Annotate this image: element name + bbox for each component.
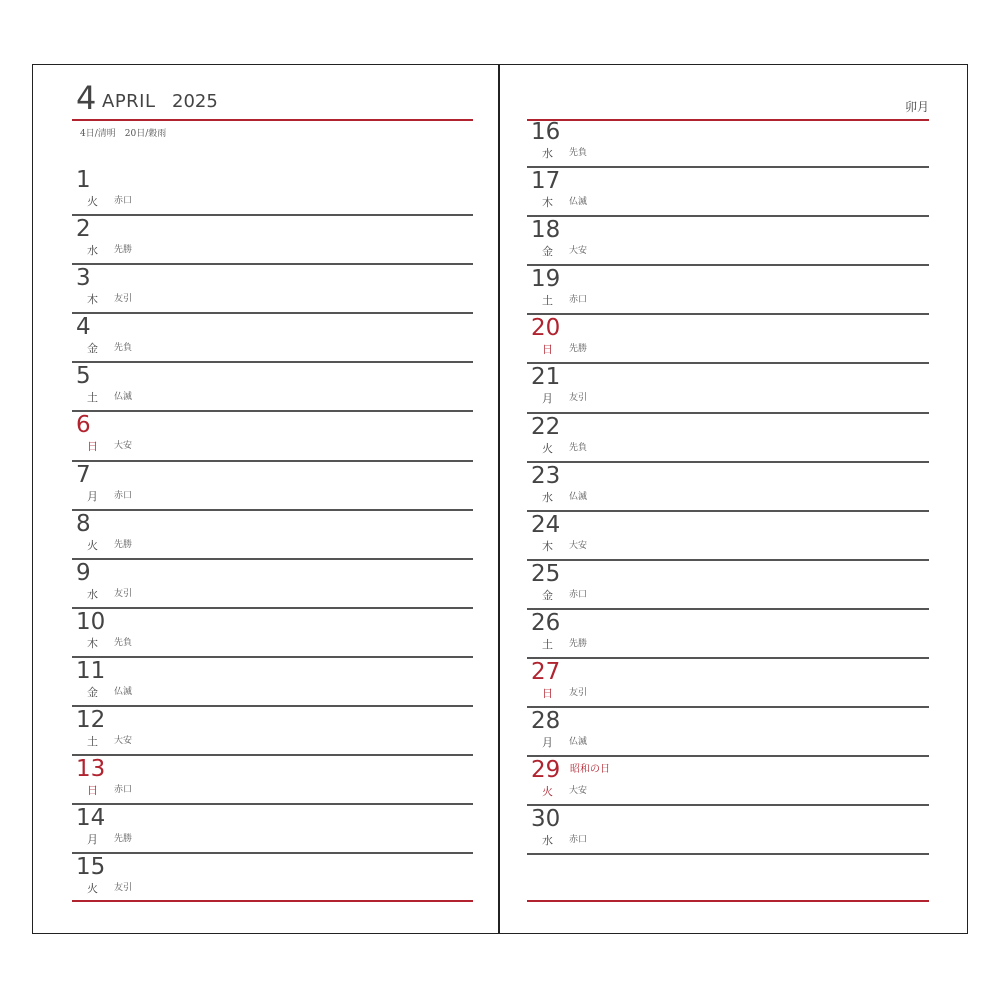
weekday: 月 bbox=[542, 392, 553, 406]
month-number: 4 bbox=[76, 79, 97, 117]
day-number: 27 bbox=[531, 659, 561, 686]
day-number: 13 bbox=[76, 756, 106, 783]
rokuyo: 友引 bbox=[114, 294, 133, 305]
rokuyo: 仏滅 bbox=[569, 737, 588, 748]
day-row[interactable] bbox=[72, 363, 473, 412]
weekday: 水 bbox=[542, 147, 553, 160]
day-list-left bbox=[72, 167, 473, 901]
rokuyo: 赤口 bbox=[114, 196, 133, 206]
day-row[interactable] bbox=[72, 216, 473, 265]
weekday: 水 bbox=[542, 490, 553, 504]
month-header bbox=[72, 64, 473, 121]
rokuyo: 先勝 bbox=[114, 834, 133, 845]
day-row[interactable] bbox=[527, 168, 929, 217]
day-row[interactable] bbox=[72, 805, 473, 854]
day-row[interactable] bbox=[527, 414, 929, 463]
day-number: 18 bbox=[531, 217, 561, 244]
day-number: 4 bbox=[76, 314, 91, 341]
weekday: 火 bbox=[542, 785, 553, 799]
day-number: 16 bbox=[531, 119, 561, 145]
weekday: 日 bbox=[87, 440, 98, 454]
weekday: 火 bbox=[87, 195, 98, 208]
day-number: 17 bbox=[531, 168, 561, 195]
rokuyo: 友引 bbox=[569, 688, 588, 699]
bottom-rule bbox=[527, 900, 929, 902]
weekday: 月 bbox=[87, 833, 98, 847]
day-row[interactable] bbox=[527, 119, 929, 168]
rokuyo: 先負 bbox=[114, 637, 133, 648]
weekday: 月 bbox=[542, 736, 553, 750]
rokuyo: 大安 bbox=[569, 786, 588, 797]
day-row[interactable] bbox=[72, 412, 473, 461]
rokuyo: 大安 bbox=[569, 540, 588, 551]
weekday: 月 bbox=[87, 489, 98, 503]
right-page bbox=[527, 64, 929, 934]
rokuyo: 友引 bbox=[114, 883, 133, 894]
day-list-right bbox=[527, 119, 929, 855]
day-number: 11 bbox=[76, 657, 106, 684]
day-row[interactable] bbox=[72, 609, 473, 658]
rokuyo: 赤口 bbox=[114, 490, 133, 501]
day-number: 15 bbox=[76, 854, 106, 881]
weekday: 土 bbox=[542, 294, 553, 308]
day-row[interactable] bbox=[72, 462, 473, 511]
rokuyo: 先負 bbox=[569, 148, 588, 158]
rokuyo: 赤口 bbox=[114, 785, 133, 796]
weekday: 火 bbox=[87, 882, 98, 896]
day-row[interactable] bbox=[527, 315, 929, 364]
rokuyo: 仏滅 bbox=[569, 491, 588, 502]
month-name: APRIL bbox=[102, 91, 156, 112]
day-number: 9 bbox=[76, 559, 91, 586]
day-row[interactable] bbox=[72, 756, 473, 805]
day-row[interactable] bbox=[72, 314, 473, 363]
day-number: 30 bbox=[531, 806, 561, 833]
day-row[interactable] bbox=[72, 167, 473, 216]
rokuyo: 大安 bbox=[114, 736, 133, 747]
rokuyo: 赤口 bbox=[569, 589, 588, 600]
day-number: 3 bbox=[76, 265, 91, 292]
center-gutter bbox=[498, 64, 500, 934]
rokuyo: 先勝 bbox=[569, 344, 588, 355]
weekday: 火 bbox=[87, 538, 98, 552]
day-number: 21 bbox=[531, 364, 561, 391]
day-row[interactable] bbox=[527, 217, 929, 266]
weekday: 金 bbox=[87, 685, 98, 699]
weekday: 土 bbox=[87, 391, 98, 405]
day-row[interactable] bbox=[72, 265, 473, 314]
day-number: 10 bbox=[76, 608, 106, 635]
day-number: 20 bbox=[531, 315, 561, 342]
right-header bbox=[527, 64, 929, 121]
weekday: 水 bbox=[87, 587, 98, 601]
year: 2025 bbox=[172, 91, 218, 112]
day-number: 22 bbox=[531, 413, 561, 440]
weekday: 木 bbox=[542, 196, 553, 210]
day-number: 1 bbox=[76, 167, 91, 193]
traditional-month-name: 卯月 bbox=[904, 100, 929, 114]
day-row[interactable] bbox=[527, 364, 929, 413]
rokuyo: 先勝 bbox=[569, 638, 588, 649]
rokuyo: 仏滅 bbox=[569, 197, 588, 208]
day-row[interactable] bbox=[72, 560, 473, 609]
day-row[interactable] bbox=[72, 511, 473, 560]
weekday: 金 bbox=[542, 588, 553, 602]
rokuyo: 先勝 bbox=[114, 245, 133, 256]
weekday: 土 bbox=[542, 637, 553, 651]
day-row[interactable] bbox=[72, 658, 473, 707]
day-row[interactable] bbox=[527, 610, 929, 659]
weekday: 水 bbox=[87, 244, 98, 258]
left-page bbox=[72, 64, 473, 934]
weekday: 木 bbox=[87, 293, 98, 307]
weekday: 日 bbox=[542, 687, 553, 701]
rokuyo: 先勝 bbox=[114, 539, 133, 550]
day-number: 23 bbox=[531, 462, 561, 489]
rokuyo: 大安 bbox=[569, 246, 588, 257]
day-number: 14 bbox=[76, 805, 106, 832]
day-number: 5 bbox=[76, 363, 91, 390]
day-number: 8 bbox=[76, 510, 91, 537]
day-number: 2 bbox=[76, 216, 91, 243]
rokuyo: 友引 bbox=[114, 588, 133, 599]
day-row[interactable] bbox=[72, 854, 473, 901]
rokuyo: 大安 bbox=[114, 441, 133, 452]
weekday: 火 bbox=[542, 441, 553, 455]
day-row[interactable] bbox=[527, 708, 929, 757]
day-number: 6 bbox=[76, 412, 91, 439]
day-row[interactable] bbox=[527, 806, 929, 855]
day-row[interactable] bbox=[527, 561, 929, 610]
day-number: 24 bbox=[531, 511, 561, 538]
rokuyo: 赤口 bbox=[569, 295, 588, 306]
day-row[interactable] bbox=[527, 757, 929, 806]
day-number: 7 bbox=[76, 461, 91, 488]
weekday: 金 bbox=[542, 245, 553, 259]
rokuyo: 先負 bbox=[569, 442, 588, 453]
weekday: 金 bbox=[87, 342, 98, 356]
rokuyo: 仏滅 bbox=[114, 686, 133, 697]
holiday-label: 昭和の日 bbox=[570, 764, 610, 776]
rokuyo: 仏滅 bbox=[114, 392, 133, 403]
day-row[interactable] bbox=[527, 512, 929, 561]
day-number: 25 bbox=[531, 560, 561, 587]
weekday: 日 bbox=[87, 784, 98, 798]
day-row[interactable] bbox=[527, 266, 929, 315]
day-number: 26 bbox=[531, 609, 561, 636]
day-number: 12 bbox=[76, 707, 106, 734]
solar-terms: 4日/清明 20日/穀雨 bbox=[80, 129, 167, 139]
day-row[interactable] bbox=[527, 659, 929, 708]
weekday: 木 bbox=[542, 539, 553, 553]
day-number: 29 bbox=[531, 757, 561, 784]
weekday: 日 bbox=[542, 343, 553, 357]
rokuyo: 先負 bbox=[114, 343, 133, 354]
day-row[interactable] bbox=[527, 463, 929, 512]
rokuyo: 友引 bbox=[569, 393, 588, 404]
day-row[interactable] bbox=[72, 707, 473, 756]
bottom-rule bbox=[72, 900, 473, 902]
weekday: 土 bbox=[87, 735, 98, 749]
day-number: 28 bbox=[531, 708, 561, 735]
rokuyo: 赤口 bbox=[569, 835, 588, 846]
day-number: 19 bbox=[531, 266, 561, 293]
weekday: 木 bbox=[87, 636, 98, 650]
weekday: 水 bbox=[542, 834, 553, 848]
